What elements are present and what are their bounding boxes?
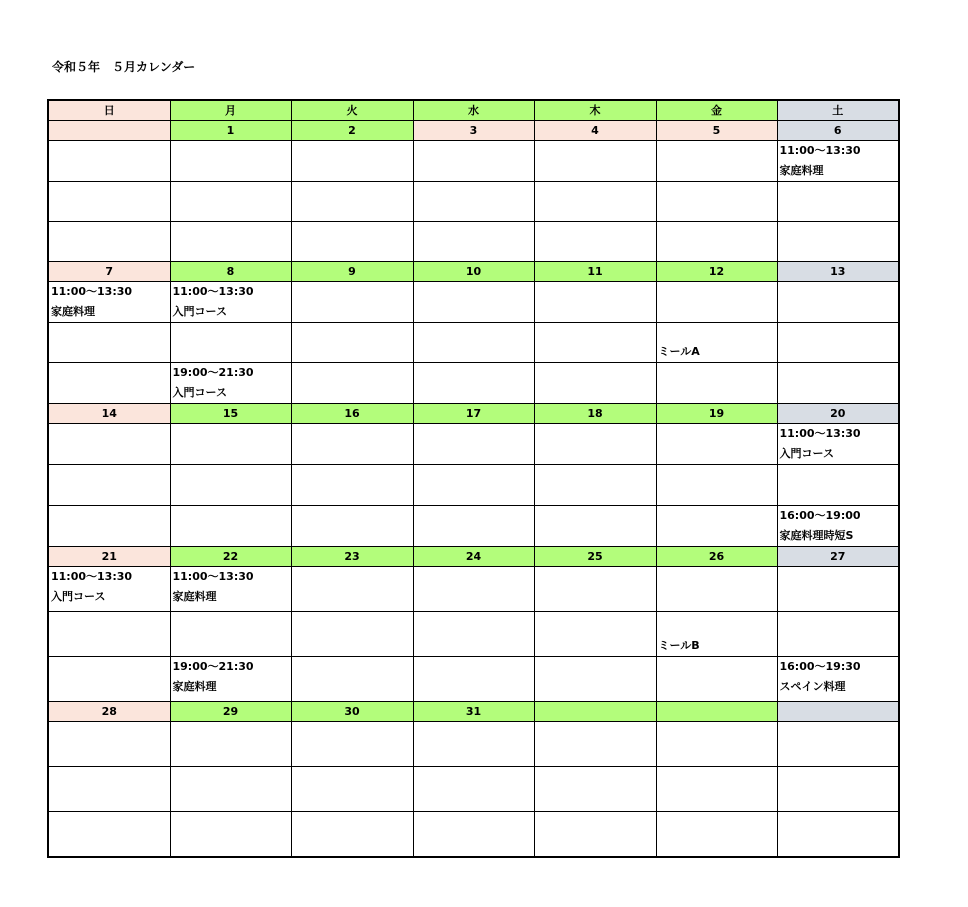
slot-row [48,612,899,657]
slot-row [48,282,899,323]
empty-slot-cell[interactable] [48,612,170,657]
date-cell[interactable]: 1 [170,121,291,141]
empty-slot-cell[interactable] [291,812,413,858]
event-cell[interactable] [777,657,899,702]
empty-slot-cell[interactable] [656,282,777,323]
event-name: 家庭料理 [51,305,95,318]
empty-slot-cell[interactable] [413,767,534,812]
event-cell[interactable] [170,567,291,612]
slot-row [48,657,899,702]
empty-slot-cell[interactable] [48,182,170,222]
empty-slot-cell[interactable] [413,812,534,858]
date-row [48,262,899,282]
empty-slot-cell[interactable] [534,767,656,812]
calendar-title: 令和５年 ５月カレンダー [52,60,196,74]
weekday-header-cell: 日 [48,100,170,121]
empty-slot-cell[interactable] [656,767,777,812]
slot-row [48,722,899,767]
date-cell[interactable]: 12 [656,262,777,282]
empty-slot-cell[interactable] [534,282,656,323]
date-row [48,547,899,567]
empty-slot-cell[interactable] [534,657,656,702]
event-cell[interactable] [656,323,777,363]
empty-slot-cell[interactable] [170,222,291,262]
weekday-header-cell: 火 [291,100,413,121]
empty-slot-cell[interactable] [777,567,899,612]
event-name: 家庭料理 [172,680,217,693]
empty-slot-cell[interactable] [534,722,656,767]
event-time: 11:00〜13:30 [51,570,133,583]
empty-slot-cell[interactable] [170,424,291,465]
empty-slot-cell[interactable] [656,424,777,465]
empty-slot-cell[interactable] [291,182,413,222]
empty-slot-cell[interactable] [291,465,413,506]
date-cell[interactable]: 24 [413,547,534,567]
slot-row [48,567,899,612]
event-name: 家庭料理時短S [779,529,854,542]
date-cell[interactable] [534,702,656,722]
empty-slot-cell[interactable] [291,722,413,767]
date-cell[interactable]: 17 [413,404,534,424]
empty-slot-cell[interactable] [170,465,291,506]
event-name: 入門コース [172,305,227,318]
empty-slot-cell[interactable] [413,424,534,465]
slot-row [48,222,899,262]
empty-slot-cell[interactable] [413,282,534,323]
slot-row [48,363,899,404]
empty-slot-cell[interactable] [413,323,534,363]
date-cell[interactable]: 9 [291,262,413,282]
empty-slot-cell[interactable] [413,222,534,262]
slot-row [48,424,899,465]
empty-slot-cell[interactable] [291,141,413,182]
empty-slot-cell[interactable] [170,612,291,657]
date-row [48,121,899,141]
empty-slot-cell[interactable] [48,424,170,465]
weekday-header-cell: 木 [534,100,656,121]
date-cell[interactable]: 23 [291,547,413,567]
event-cell[interactable] [48,282,170,323]
slot-row [48,506,899,547]
date-cell[interactable]: 4 [534,121,656,141]
date-cell[interactable]: 15 [170,404,291,424]
date-cell[interactable]: 7 [48,262,170,282]
empty-slot-cell[interactable] [291,363,413,404]
event-cell[interactable] [777,424,899,465]
date-cell[interactable]: 25 [534,547,656,567]
date-cell[interactable]: 2 [291,121,413,141]
event-time: 19:00〜21:30 [172,660,254,673]
event-cell[interactable] [777,141,899,182]
date-row [48,404,899,424]
empty-slot-cell[interactable] [413,657,534,702]
empty-slot-cell[interactable] [170,323,291,363]
empty-slot-cell[interactable] [534,323,656,363]
slot-row [48,182,899,222]
empty-slot-cell[interactable] [170,506,291,547]
empty-slot-cell[interactable] [413,182,534,222]
event-time: 19:00〜21:30 [172,366,254,379]
empty-slot-cell[interactable] [291,222,413,262]
date-cell[interactable] [656,702,777,722]
weekday-header-cell: 土 [777,100,899,121]
event-time: 11:00〜13:30 [779,144,861,157]
date-cell[interactable]: 20 [777,404,899,424]
event-cell[interactable] [656,612,777,657]
empty-slot-cell[interactable] [534,182,656,222]
date-cell[interactable]: 8 [170,262,291,282]
event-name: 入門コース [172,386,227,399]
empty-slot-cell[interactable] [291,767,413,812]
date-cell[interactable]: 19 [656,404,777,424]
empty-slot-cell[interactable] [48,767,170,812]
calendar-table [47,99,900,858]
empty-slot-cell[interactable] [413,722,534,767]
empty-slot-cell[interactable] [291,612,413,657]
date-cell[interactable]: 5 [656,121,777,141]
event-name: スペイン料理 [779,680,846,693]
empty-slot-cell[interactable] [48,465,170,506]
date-cell[interactable]: 18 [534,404,656,424]
weekday-header-cell: 水 [413,100,534,121]
event-name: ミールA [658,345,700,358]
date-cell[interactable]: 13 [777,262,899,282]
empty-slot-cell[interactable] [413,465,534,506]
empty-slot-cell[interactable] [534,363,656,404]
empty-slot-cell[interactable] [534,567,656,612]
empty-slot-cell[interactable] [656,222,777,262]
empty-slot-cell[interactable] [413,612,534,657]
event-time: 11:00〜13:30 [172,285,254,298]
empty-slot-cell[interactable] [48,141,170,182]
event-cell[interactable] [170,657,291,702]
event-name: 家庭料理 [172,590,217,603]
empty-slot-cell[interactable] [656,506,777,547]
empty-slot-cell[interactable] [291,424,413,465]
empty-slot-cell[interactable] [777,182,899,222]
date-cell[interactable]: 16 [291,404,413,424]
empty-slot-cell[interactable] [413,567,534,612]
event-time: 16:00〜19:30 [779,660,861,673]
weekday-header-cell: 月 [170,100,291,121]
empty-slot-cell[interactable] [777,767,899,812]
empty-slot-cell[interactable] [777,222,899,262]
slot-row [48,767,899,812]
weekday-header-cell: 金 [656,100,777,121]
date-cell[interactable] [48,121,170,141]
date-cell[interactable] [777,702,899,722]
empty-slot-cell[interactable] [48,222,170,262]
slot-row [48,465,899,506]
event-time: 11:00〜13:30 [172,570,254,583]
empty-slot-cell[interactable] [170,722,291,767]
empty-slot-cell[interactable] [291,323,413,363]
empty-slot-cell[interactable] [413,506,534,547]
event-time: 11:00〜13:30 [779,427,861,440]
empty-slot-cell[interactable] [656,657,777,702]
empty-slot-cell[interactable] [413,363,534,404]
empty-slot-cell[interactable] [777,282,899,323]
empty-slot-cell[interactable] [534,465,656,506]
empty-slot-cell[interactable] [291,506,413,547]
empty-slot-cell[interactable] [291,657,413,702]
empty-slot-cell[interactable] [291,567,413,612]
date-cell[interactable]: 27 [777,547,899,567]
event-name: ミールB [658,639,700,652]
empty-slot-cell[interactable] [48,657,170,702]
event-time: 16:00〜19:00 [779,509,861,522]
empty-slot-cell[interactable] [48,506,170,547]
date-cell[interactable]: 3 [413,121,534,141]
date-cell[interactable]: 10 [413,262,534,282]
empty-slot-cell[interactable] [534,424,656,465]
empty-slot-cell[interactable] [534,506,656,547]
empty-slot-cell[interactable] [656,812,777,858]
empty-slot-cell[interactable] [656,465,777,506]
slot-row [48,141,899,182]
date-cell[interactable]: 6 [777,121,899,141]
empty-slot-cell[interactable] [534,612,656,657]
slot-row [48,323,899,363]
empty-slot-cell[interactable] [777,722,899,767]
empty-slot-cell[interactable] [413,141,534,182]
event-time: 11:00〜13:30 [51,285,133,298]
event-name: 入門コース [51,590,106,603]
date-cell[interactable]: 28 [48,702,170,722]
date-cell[interactable]: 30 [291,702,413,722]
empty-slot-cell[interactable] [777,323,899,363]
date-cell[interactable]: 29 [170,702,291,722]
date-cell[interactable]: 11 [534,262,656,282]
empty-slot-cell[interactable] [656,363,777,404]
date-cell[interactable]: 14 [48,404,170,424]
empty-slot-cell[interactable] [170,182,291,222]
empty-slot-cell[interactable] [656,141,777,182]
empty-slot-cell[interactable] [656,182,777,222]
empty-slot-cell[interactable] [170,767,291,812]
empty-slot-cell[interactable] [777,363,899,404]
empty-slot-cell[interactable] [48,812,170,858]
event-name: 入門コース [779,447,834,460]
empty-slot-cell[interactable] [534,812,656,858]
slot-row [48,812,899,858]
empty-slot-cell[interactable] [291,282,413,323]
empty-slot-cell[interactable] [170,812,291,858]
event-name: 家庭料理 [779,164,824,177]
empty-slot-cell[interactable] [534,222,656,262]
empty-slot-cell[interactable] [656,722,777,767]
empty-slot-cell[interactable] [48,323,170,363]
event-cell[interactable] [170,363,291,404]
event-cell[interactable] [170,282,291,323]
date-cell[interactable]: 31 [413,702,534,722]
empty-slot-cell[interactable] [48,722,170,767]
empty-slot-cell[interactable] [777,812,899,858]
empty-slot-cell[interactable] [777,465,899,506]
date-row [48,702,899,722]
event-cell[interactable] [48,567,170,612]
date-cell[interactable]: 21 [48,547,170,567]
empty-slot-cell[interactable] [534,141,656,182]
empty-slot-cell[interactable] [656,567,777,612]
date-cell[interactable]: 22 [170,547,291,567]
empty-slot-cell[interactable] [777,612,899,657]
empty-slot-cell[interactable] [170,141,291,182]
event-cell[interactable] [777,506,899,547]
date-cell[interactable]: 26 [656,547,777,567]
weekday-header-row [48,100,899,121]
empty-slot-cell[interactable] [48,363,170,404]
